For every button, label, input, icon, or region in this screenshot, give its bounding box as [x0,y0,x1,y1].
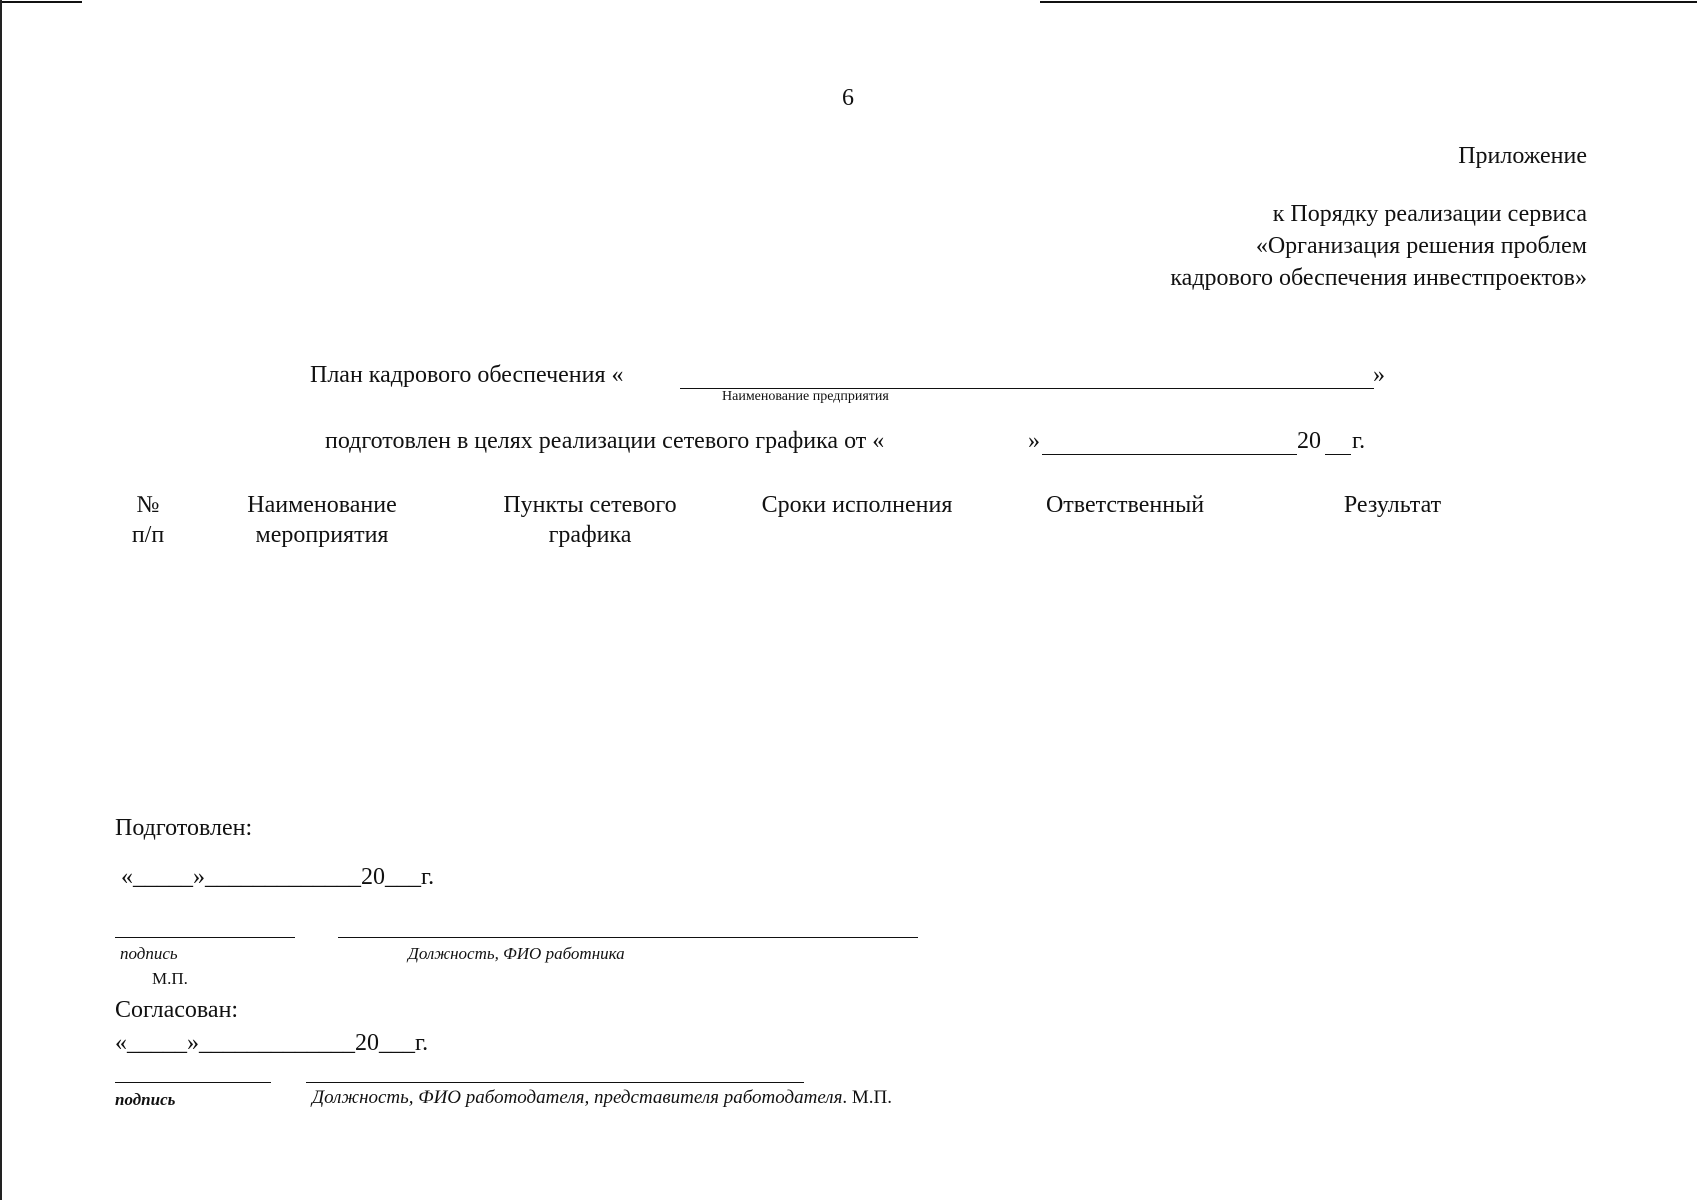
approved-label: Согласован: [115,997,239,1023]
prepared-label: Подготовлен: [115,815,253,841]
approved-position-caption: Должность, ФИО работодателя, представителя работодателя [312,1087,843,1108]
prepared-stamp: М.П. [152,969,188,988]
year-prefix: 20 [1297,428,1321,454]
column-header-number-line1: № [136,492,160,518]
year-suffix: г. [1352,428,1366,454]
scan-edge-line-top-right [1040,1,1697,3]
appendix-title: Приложение [1458,143,1587,169]
column-header-schedule-items [480,490,700,550]
plan-label: План кадрового обеспечения « [310,362,624,388]
prepared-position-line [338,937,918,938]
column-header-responsible [1015,490,1235,520]
column-header-schedule-items-line1: Пункты сетевого [503,492,677,518]
approved-stamp: . М.П. [842,1087,893,1108]
approved-date-line: «_____»_____________20___г. [115,1030,429,1056]
approved-signature-caption: подпись [115,1090,176,1109]
column-header-number-line2: п/п [131,522,165,548]
enterprise-caption: Наименование предприятия [722,389,889,404]
appendix-line-3: кадрового обеспечения инвестпроектов» [1170,265,1587,291]
appendix-line-1: к Порядку реализации сервиса [1272,201,1587,227]
column-header-activity-line1: Наименование [247,492,397,518]
date-month-blank [1042,454,1297,455]
column-header-number [118,490,178,550]
plan-close-quote: » [1373,362,1385,388]
date-close-quote: » [1028,428,1040,454]
column-header-schedule-items-line2: графика [548,522,632,548]
prepared-for-label: подготовлен в целях реализации сетевого графика от « [325,428,885,454]
column-header-activity [222,490,422,550]
approved-caption-row [312,1088,892,1108]
prepared-position-caption: Должность, ФИО работника [408,944,625,963]
scan-edge-line-top-left [0,1,82,3]
column-header-responsible-line1: Ответственный [1045,492,1205,518]
scan-edge-line-left [0,0,2,1200]
prepared-date-line: «_____»_____________20___г. [121,864,435,890]
prepared-signature-line [115,937,295,938]
year-blank [1325,454,1351,455]
column-header-result [1300,490,1485,520]
column-header-result-line1: Результат [1343,492,1442,518]
appendix-line-2: «Организация решения проблем [1255,233,1587,259]
prepared-signature-caption: подпись [120,944,178,963]
column-header-activity-line2: мероприятия [255,522,389,548]
column-header-deadlines-line1: Сроки исполнения [761,492,953,518]
approved-position-line [306,1082,804,1083]
approved-signature-line [115,1082,271,1083]
column-header-deadlines [732,490,982,520]
page-number: 6 [842,85,854,111]
